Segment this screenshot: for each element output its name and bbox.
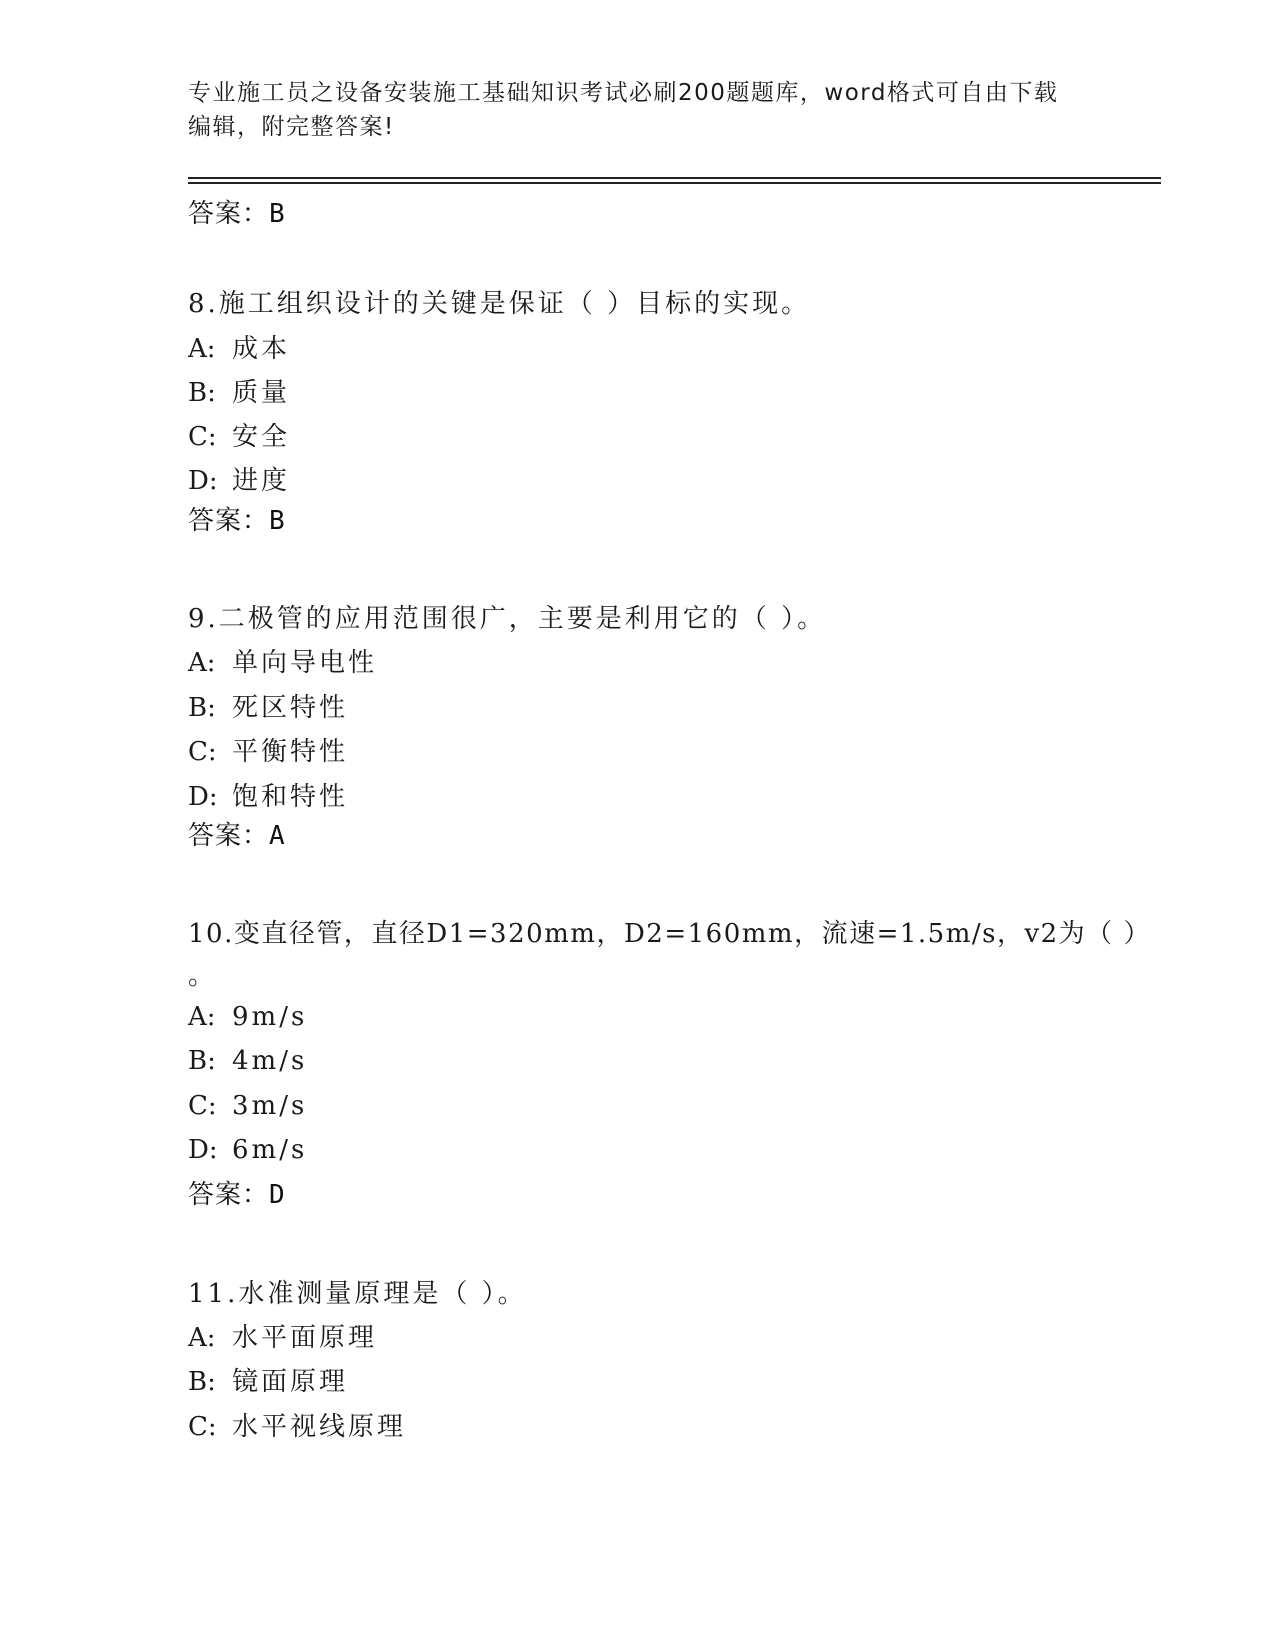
question-9-option-d: D: 饱和特性 [188, 782, 349, 812]
question-9-option-c: C: 平衡特性 [188, 737, 349, 767]
document-title-line-2: 编辑，附完整答案! [188, 114, 395, 140]
document-title-line-1: 专业施工员之设备安装施工基础知识考试必刷200题题库，word格式可自由下载 [188, 80, 1059, 106]
question-10-stem-continuation: 。 [188, 961, 218, 991]
question-11-option-c: C: 水平视线原理 [188, 1412, 407, 1442]
question-10-option-b: B: 4m/s [188, 1046, 308, 1076]
header-divider-bottom [188, 182, 1161, 184]
question-8-option-b: B: 质量 [188, 378, 291, 408]
question-8-option-a: A: 成本 [188, 334, 291, 364]
question-9-option-b: B: 死区特性 [188, 693, 349, 723]
question-9-stem: 9.二极管的应用范围很广，主要是利用它的（ ）。 [188, 604, 827, 634]
header-divider-top [188, 177, 1161, 179]
question-9-option-a: A: 单向导电性 [188, 648, 378, 678]
question-11-option-b: B: 镜面原理 [188, 1367, 349, 1397]
question-8-answer: 答案：B [188, 506, 286, 536]
question-8-option-c: C: 安全 [188, 422, 291, 452]
question-9-answer: 答案：A [188, 821, 286, 851]
question-11-option-a: A: 水平面原理 [188, 1323, 378, 1353]
question-8-stem: 8.施工组织设计的关键是保证（ ）目标的实现。 [188, 289, 811, 319]
question-10-option-c: C: 3m/s [188, 1091, 308, 1121]
question-8-option-d: D: 进度 [188, 466, 291, 496]
question-10-option-d: D: 6m/s [188, 1135, 308, 1165]
question-11-stem: 11.水准测量原理是（ ）。 [188, 1279, 527, 1309]
previous-answer: 答案：B [188, 199, 286, 229]
question-10-stem: 10.变直径管，直径D1=320mm，D2=160mm，流速=1.5m/s，v2为（ ） [188, 919, 1151, 949]
question-10-answer: 答案：D [188, 1180, 286, 1210]
question-10-option-a: A: 9m/s [188, 1002, 308, 1032]
